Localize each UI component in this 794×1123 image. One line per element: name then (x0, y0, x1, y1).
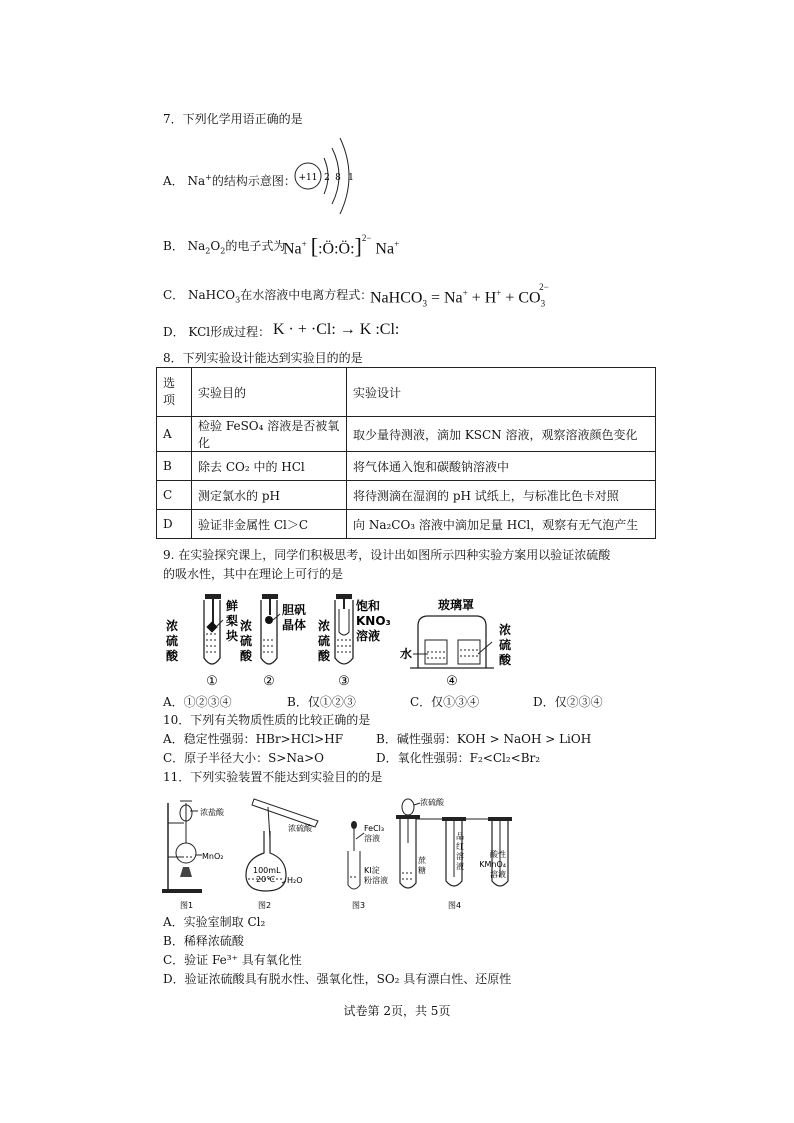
svg-text:图4: 图4 (448, 901, 462, 910)
q7-option-d: D． KCl形成过程： (163, 325, 271, 339)
table-cell: 向 Na₂CO₃ 溶液中滴加足量 HCl，观察有无气泡产生 (347, 510, 656, 539)
q7-d-equation: K · + ·Cl: → K :Cl: (273, 321, 400, 338)
q11-fig1 (162, 801, 225, 910)
svg-text:溶: 溶 (456, 852, 464, 861)
table-cell: 除去 CO₂ 中的 HCl (192, 452, 347, 481)
svg-text:④: ④ (446, 674, 458, 689)
svg-text:饱和: 饱和 (356, 599, 381, 613)
atom-shell-1: 2 (324, 173, 330, 183)
svg-text:H₂O: H₂O (287, 876, 303, 885)
svg-text:品: 品 (456, 832, 464, 841)
svg-text:②: ② (263, 674, 275, 689)
q7-option-a: A． Na+的结构示意图： (163, 173, 296, 188)
q9-fig2 (240, 594, 306, 689)
table-cell: 验证非金属性 Cl＞C (192, 510, 347, 539)
page-footer: 试卷第 2页，共 5页 (343, 1004, 451, 1018)
header-design: 实验设计 (347, 368, 656, 417)
table-row (157, 452, 656, 481)
atom-shell-2: 8 (335, 173, 341, 183)
table-cell: 检验 FeSO₄ 溶液是否被氧化 (192, 417, 347, 452)
q11-option-d: D．验证浓硫酸具有脱水性、强氧化性，SO₂ 具有漂白性、还原性 (163, 972, 512, 986)
svg-text:③: ③ (338, 674, 350, 689)
q11-stem: 11．下列实验装置不能达到实验目的的是 (163, 770, 383, 784)
svg-text:KMnO₄: KMnO₄ (479, 860, 506, 869)
header-option: 选 项 (157, 368, 192, 417)
svg-text:硫: 硫 (166, 634, 179, 648)
q9-option-b: B．仅①②③ (287, 695, 356, 709)
table-cell: 取少量待测液，滴加 KSCN 溶液，观察溶液颜色变化 (347, 417, 656, 452)
svg-text:梨: 梨 (226, 614, 239, 628)
svg-text:浓硫酸: 浓硫酸 (420, 798, 444, 807)
q7-option-c: C． NaHCO$_3$在水溶液中电离方程式： (163, 288, 373, 305)
q10-option-a: A．稳定性强弱：HBr>HCl>HF (163, 732, 344, 746)
svg-text:液: 液 (456, 862, 464, 871)
svg-text:酸性: 酸性 (490, 850, 506, 859)
q10-option-c: C．原子半径大小：S>Na>O (163, 751, 325, 765)
svg-text:溶液: 溶液 (356, 629, 381, 643)
svg-text:浓盐酸: 浓盐酸 (200, 808, 224, 817)
svg-text:KNO₃: KNO₃ (356, 614, 391, 628)
svg-text:浓: 浓 (318, 619, 331, 633)
q7-stem: 7．下列化学用语正确的是 (163, 112, 303, 126)
table-cell: 将气体通入饱和碳酸钠溶液中 (347, 452, 656, 481)
atom-nucleus: +11 (298, 173, 318, 183)
table-cell: D (157, 510, 192, 539)
svg-text:浓: 浓 (499, 623, 512, 637)
svg-text:玻璃罩: 玻璃罩 (438, 598, 475, 612)
q8-stem: 8．下列实验设计能达到实验目的的是 (163, 351, 363, 365)
svg-text:水: 水 (400, 647, 413, 661)
svg-text:鲜: 鲜 (226, 599, 239, 613)
q11-option-a: A．实验室制取 Cl₂ (163, 915, 266, 929)
svg-text:硫: 硫 (499, 638, 512, 652)
q11-figures (160, 793, 540, 913)
svg-text:块: 块 (226, 629, 239, 643)
table-header-row (157, 368, 656, 417)
table-row (157, 510, 656, 539)
atom-shell-3: 1 (348, 173, 354, 183)
svg-text:100mL: 100mL (253, 866, 281, 875)
q9-stem-line1: 9. 在实验探究课上，同学们积极思考，设计出如图所示四种实验方案用以验证浓硫酸 (163, 548, 611, 562)
q11-option-b: B．稀释浓硫酸 (163, 934, 244, 948)
header-purpose: 实验目的 (192, 368, 347, 417)
q7-option-b: B． $Na_2O_2$的电子式为 (163, 239, 286, 256)
svg-text:酸: 酸 (166, 649, 179, 663)
sodium-atom-diagram (292, 136, 362, 216)
svg-text:胆矾: 胆矾 (282, 603, 307, 617)
table-row (157, 417, 656, 452)
svg-text:20℃: 20℃ (256, 875, 276, 884)
q11-fig3 (348, 821, 388, 910)
svg-text:浓: 浓 (166, 619, 179, 633)
q9-option-c: C．仅①③④ (410, 695, 480, 709)
svg-text:浓硫酸: 浓硫酸 (288, 824, 312, 833)
q10-stem: 10．下列有关物质性质的比较正确的是 (163, 713, 371, 727)
svg-text:图2: 图2 (258, 901, 272, 910)
q9-figures (160, 590, 530, 690)
svg-text:红: 红 (456, 842, 464, 851)
svg-text:溶液: 溶液 (364, 834, 380, 843)
q9-option-d: D．仅②③④ (533, 695, 603, 709)
q10-option-b: B．碱性强弱：KOH > NaOH > LiOH (376, 732, 592, 746)
svg-text:糖: 糖 (418, 866, 426, 875)
q9-option-a: A．①②③④ (163, 695, 232, 709)
q8-table (156, 367, 656, 539)
svg-text:FeCl₃: FeCl₃ (364, 824, 385, 833)
svg-text:图1: 图1 (180, 901, 194, 910)
table-row (157, 481, 656, 510)
svg-text:溶液: 溶液 (490, 870, 506, 879)
svg-text:MnO₂: MnO₂ (202, 852, 224, 861)
svg-text:酸: 酸 (240, 649, 253, 663)
q9-fig3 (318, 594, 391, 689)
svg-text:粉溶液: 粉溶液 (364, 876, 388, 885)
table-cell: 将待测滴在湿润的 pH 试纸上，与标准比色卡对照 (347, 481, 656, 510)
svg-text:图3: 图3 (352, 901, 366, 910)
svg-text:硫: 硫 (318, 634, 331, 648)
svg-text:①: ① (206, 674, 218, 689)
table-cell: 测定氯水的 pH (192, 481, 347, 510)
q7-c-equation: NaHCO$_3$ = $Na^+ + H^+ + CO_3^{2-}$ (370, 282, 549, 309)
svg-text:硫: 硫 (240, 634, 253, 648)
q9-stem-line2: 的吸水性，其中在理论上可行的是 (163, 567, 344, 581)
q10-option-d: D．氧化性强弱：F₂<Cl₂<Br₂ (376, 751, 541, 765)
q11-fig4 (396, 797, 512, 910)
svg-text:晶体: 晶体 (282, 618, 307, 632)
table-cell: A (157, 417, 192, 452)
q11-fig2 (246, 799, 318, 910)
svg-text:蔗: 蔗 (418, 856, 426, 865)
svg-text:酸: 酸 (499, 653, 512, 667)
q9-fig4 (400, 597, 512, 689)
q9-fig1 (166, 594, 238, 689)
q7-b-formula: Na+ [:Ö:Ö:]$^{2-}$ Na+ (283, 233, 400, 259)
table-cell: C (157, 481, 192, 510)
svg-text:KI淀: KI淀 (364, 866, 380, 875)
svg-text:浓: 浓 (240, 619, 253, 633)
table-cell: B (157, 452, 192, 481)
q11-option-c: C．验证 Fe³⁺ 具有氧化性 (163, 953, 302, 967)
svg-text:酸: 酸 (318, 649, 331, 663)
